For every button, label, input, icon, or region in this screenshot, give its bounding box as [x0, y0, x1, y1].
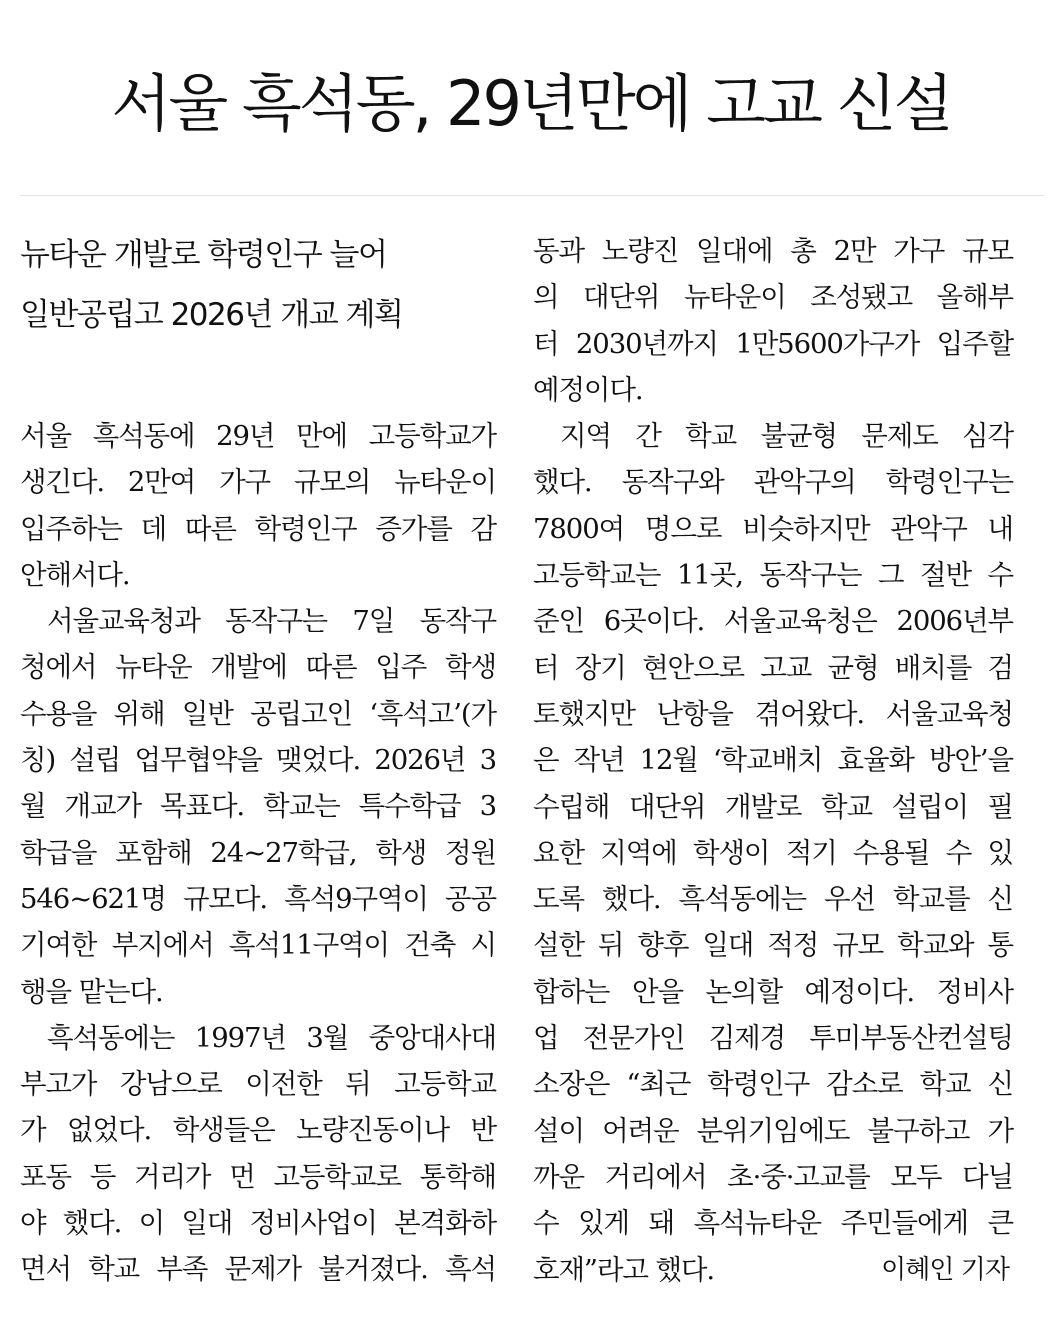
article-body-left-column [20, 413, 496, 1293]
body-line: 수용을 위해 일반 공립고인 ‘흑석고’(가 [20, 697, 496, 730]
body-line: 업 전문가인 김제경 투미부동산컨설팅 [533, 1022, 1013, 1055]
body-line: 안해서다. [20, 558, 130, 591]
subheadline [20, 225, 500, 345]
body-line: 면서 학교 부족 문제가 불거졌다. 흑석 [20, 1253, 496, 1286]
body-line: 가 없었다. 학생들은 노량진동이나 반 [20, 1114, 496, 1147]
body-line: 설이 어려운 분위기임에도 불구하고 가 [533, 1114, 1013, 1147]
subheadline-line-1: 뉴타운 개발로 학령인구 늘어 [20, 237, 387, 273]
body-line: 7800여 명으로 비슷하지만 관악구 내 [533, 512, 1013, 545]
subheadline-line-2: 일반공립고 2026년 개교 계획 [20, 297, 403, 333]
headline: 서울 흑석동, 29년만에 고교 신설 [111, 67, 951, 140]
body-line: 수립해 대단위 개발로 학교 설립이 필 [533, 790, 1013, 823]
body-line: 학급을 포함해 24~27학급, 학생 정원 [20, 836, 496, 869]
body-line: 은 작년 12월 ‘학교배치 효율화 방안’을 [533, 744, 1013, 777]
byline: 이혜인 기자 [881, 1254, 1009, 1285]
body-line: 포동 등 거리가 먼 고등학교로 통학해 [20, 1160, 496, 1193]
body-line: 입주하는 데 따른 학령인구 증가를 감 [20, 512, 496, 545]
body-line: 행을 맡는다. [20, 975, 163, 1008]
body-line: 예정이다. [533, 373, 643, 406]
body-line: 소장은 “최근 학령인구 감소로 학교 신 [533, 1068, 1013, 1101]
body-line: 토했지만 난항을 겪어왔다. 서울교육청 [533, 697, 1013, 730]
body-line: 까운 거리에서 초·중·고교를 모두 다닐 [533, 1160, 1013, 1193]
body-line: 고등학교는 11곳, 동작구는 그 절반 수 [533, 559, 1013, 592]
body-line: 터 2030년까지 1만5600가구가 입주할 [533, 327, 1013, 360]
body-line: 지역 간 학교 불균형 문제도 심각 [560, 420, 1013, 453]
body-line: 했다. 동작구와 관악구의 학령인구는 [533, 466, 1013, 499]
final-line-with-byline [533, 1247, 1013, 1293]
body-line: 의 대단위 뉴타운이 조성됐고 올해부 [533, 281, 1013, 314]
article-body-right-column [533, 228, 1013, 1293]
body-line: 생긴다. 2만여 가구 규모의 뉴타운이 [20, 466, 496, 499]
body-line: 터 장기 현안으로 고교 균형 배치를 검 [533, 651, 1013, 684]
body-line: 야 했다. 이 일대 정비사업이 본격화하 [20, 1207, 496, 1240]
body-line: 서울 흑석동에 29년 만에 고등학교가 [20, 420, 496, 452]
body-line: 수 있게 돼 흑석뉴타운 주민들에게 큰 [533, 1207, 1013, 1240]
body-line: 부고가 강남으로 이전한 뒤 고등학교 [20, 1068, 496, 1101]
body-line: 합하는 안을 논의할 예정이다. 정비사 [533, 975, 1013, 1008]
body-line: 동과 노량진 일대에 총 2만 가구 규모 [533, 235, 1013, 267]
body-line: 도록 했다. 흑석동에는 우선 학교를 신 [533, 883, 1013, 916]
body-line: 요한 지역에 학생이 적기 수용될 수 있 [533, 836, 1013, 869]
body-line: 칭) 설립 업무협약을 맺었다. 2026년 3 [20, 744, 496, 777]
body-line: 청에서 뉴타운 개발에 따른 입주 학생 [20, 651, 496, 684]
body-line: 서울교육청과 동작구는 7일 동작구 [47, 605, 496, 638]
header-divider [20, 195, 1044, 196]
body-line: 546~621명 규모다. 흑석9구역이 공공 [20, 882, 496, 915]
body-line: 기여한 부지에서 흑석11구역이 건축 시 [20, 929, 496, 962]
body-line: 흑석동에는 1997년 3월 중앙대사대 [47, 1021, 496, 1054]
body-line: 월 개교가 목표다. 학교는 특수학급 3 [20, 790, 496, 823]
body-line: 호재”라고 했다. [533, 1253, 715, 1286]
body-line: 준인 6곳이다. 서울교육청은 2006년부 [533, 605, 1013, 638]
body-line: 설한 뒤 향후 일대 적정 규모 학교와 통 [533, 929, 1013, 962]
